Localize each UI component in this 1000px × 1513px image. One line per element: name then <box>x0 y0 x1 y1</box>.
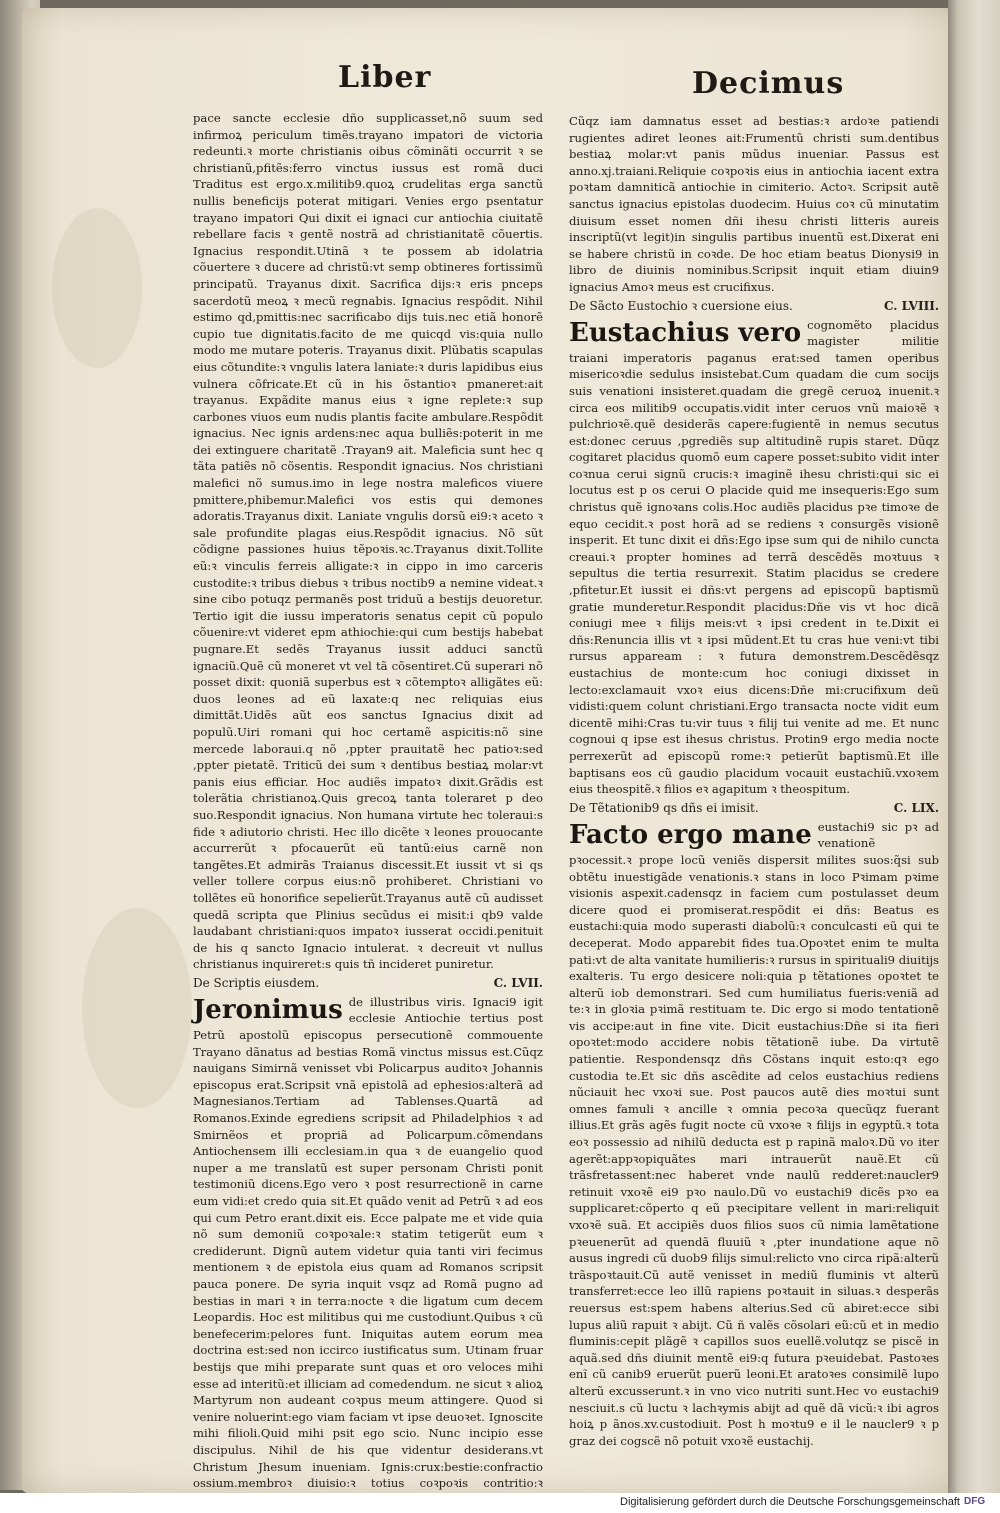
section-heading <box>569 298 939 315</box>
dfg-logo-icon: DFG <box>964 1496 986 1507</box>
paragraph: eustachi9 sic pꝛ ad venationẽ pꝛocessit.ꝛ prope locũ veniẽs dispersit milites suos:q̃si sub obtẽtu inuestigãde venationis.ꝛ stans in loco Pꝛimam pꝛime visionis aspexit.cadensqz in faciem cum postulasset deum dicere quod ei promiserat.respõdit ei dñs: Beatus es eustachi:quia modo superasti diabolũ:ꝛ conculcasti eũ qui te deceperat. Modo apparebit fides tua.Opoꝛtet enim te multa pati:vt de alta vanitate humilieris:ꝛ rursus in spirituali9 diuitijs exalteris. Tu ergo desicere noli:quia p tẽtationes opoꝛtet te alterũ iob demonstrari. Sed cum humiliatus fueris:veniã ad te:ꝛ in gloꝛia pꝛimã restituam te. Dic ergo si modo tentationẽ vis accipe:aut in fine vite. Dicit eustachius:Dñe si ita fieri opoꝛtet:modo accidere nobis tẽtationẽ iube. Da virtutẽ patientie. Respondensqz dñs Cõstans inquit esto:qꝛ ego custodia te.Et sic dñs ascẽdite ad celos eustachius rediens nũciauit hec vxoꝛi sue. Post paucos autẽ dies moꝛtui sunt omnes famuli ꝛ ancille ꝛ omnia pecoꝛa quecũqz fuerant illius.Et grãs agẽs fugit nocte cũ vxoꝛe ꝛ filijs in egyptũ.ꝛ tota eoꝛ possessio ad nihilũ deducta est p rapinã maloꝛ.Dũ vo iter agerẽt:appꝛopiquãtes mari intrauerũt nauẽ.Et cũ trãsfretassent:nec haberet vnde naulũ redderet:naucler9 retinuit vxoꝛẽ ei9 pꝛo naulo.Dũ vo eustachi9 dicẽs pꝛo ea supplicaret:cõperto q eũ pꝛecipitare vellent in mari:reliquit vxoꝛẽ suã. Et accipiẽs duos filios suos cũ nimia lamẽtatione pꝛeuenerũt ad quendã fluuiũ ꝛ ,pter inundatione aque nõ ausus ingredi cũ duob9 filijs simul:relicto vno circa ripã:alterũ trãspoꝛtauit.Cũ autẽ venisset in mediũ fluminis vt alterũ transferret:ecce leo illũ rapiens poꝛtauit in siluas.ꝛ desperãs reuersus est:spem habens alterius.Sed cũ abiret:ecce sibi lupus aliũ rapuit ꝛ abijt. Cũ ñ valẽs cõsolari eũ:cũ et in medio fluminis:cepit plãgẽ ꝛ capillos suos euellẽ.volutqz se piscẽ in aquã.sed dñs diuinit mentẽ ei9:q futura pꝛeuidebat. Pastoꝛes enĩ cũ canib9 eruerũt puerũ leoni.Et aratoꝛes consimilẽ lupo alterũ excusserunt.ꝛ in vno vico nutriti sunt.Hec vo eustachi9 nesciuit.s cũ luctu ꝛ lachꝛymis abijt ad quẽ dã vicũ:ꝛ ibi agros hoiꝝ p ãnos.xv.custodiuit. Post h moꝛtu9 e il le naucler9 ꝛ p graz dei cogscẽ nõ potuit vxoꝛẽ eustachij. <box>569 819 939 1448</box>
chapter-number: C. LIX. <box>893 800 939 815</box>
text-column-left <box>193 110 543 1508</box>
display-initial-word: Facto ergo mane <box>569 819 812 850</box>
funding-credit: Digitalisierung gefördert durch die Deutsche Forschungsgemeinschaft <box>620 1496 960 1508</box>
paragraph: Cũqz iam damnatus esset ad bestias:ꝛ ardoꝛe patiendi rugientes adiret leones ait:Frumentũ christi sum.dentibus bestiaꝝ molar:vt panis mũdus inueniar. Passus est anno.xj.traiani.Reliquie coꝛpoꝛis eius in antiochia iacent extra poꝛtam damniticã antiochie in cimiterio. Actoꝛ. Scripsit autẽ sanctus ignacius epistolas duodecim. Huius coꝛ cũ minutatim diuisum esset nomen dñi ihesu christi litteris aureis inscriptũ(vt legit)in singulis partibus inuentũ est.Dixerat eni se habere christũ in coꝛde. De hoc etiam beatus Dionysi9 in libro de diuinis nominibus.Scripsit inquit etiam diuin9 ignacius Amoꝛ meus est crucifixus. <box>569 114 939 294</box>
paragraph: de illustribus viris. Ignaci9 igit ecclesie Antiochie tertius post Petrũ apostolũ episcopus persecutionẽ commouente Trayano dãnatus ad bestias Romã vinctus missus est.Cũqz nauigans Simirnã venisset vbi Policarpus auditoꝛ Johannis episcopus erat.Scripsit vnã epistolã ad ephesios:alterã ad Magnesianos.Tertiam ad Tablenses.Quartã ad Romanos.Exinde egrediens scripsit ad Philadelphios ꝛ ad Smirnẽos et propriã ad Policarpum.cõmendans Antiochensem illi ecclesiam.in qua ꝛ de euangelio quod nuper a me translatũ est super personam Christi ponit testimoniũ dicens.Ego vero ꝛ post resurrectionẽ in carne eum vidi:et credo quia sit.Et quãdo venit ad Petrũ ꝛ ad eos qui cum Petro erant.dixit eis. Ecce palpate me et vide quia nõ sum demoniũ coꝛpoꝛale:ꝛ statim tetigerũt eum ꝛ crediderunt. Dignũ autem videtur quia tanti viri fecimus mentionem ꝛ de epistola eius quam ad Romanos scripsit pauca ponere. De syria inquit vsqz ad Romã pugno ad bestias in mari ꝛ in terra:nocte ꝛ die ligatum cum decem Leopardis. Hoc est militibus qui me custodiunt.Quibus ꝛ cũ benefecerim:pelores funt. Iniquitas autem eorum mea doctrina est:sed non iccirco iustificatus sum. Utinam fruar bestijs que mihi preparate sunt quas et oro veloces mihi esse ad interitũ:et illiciam ad comedendum. ne sicut ꝛ alioꝝ Martyrum non audeant coꝛpus meum attingere. Quod si venire noluerint:ego viam faciam vt ipse deuoꝛet. Ignoscite mihi filioli.Quid mihi psit ego scio. Nunc incipio esse discipulus. Nihil de his que videntur desiderans.vt Christum Jhesum inueniam. Ignis:crux:bestie:confractio ossium.membroꝛ diuisio:ꝛ totius coꝛpoꝛis contritio:ꝛ <box>193 994 543 1491</box>
paper-stain <box>82 908 192 1108</box>
paper-stain <box>52 208 142 368</box>
digitization-footer <box>0 1493 1000 1513</box>
chapter-number: C. LVIII. <box>883 298 939 313</box>
display-initial-word: Eustachius vero <box>569 317 802 348</box>
heading-title: De Scriptis eiusdem. <box>193 975 320 990</box>
book-gutter <box>948 0 1000 1500</box>
section-heading <box>569 800 939 817</box>
chapter-number: C. LVII. <box>493 975 543 990</box>
heading-title: De Tẽtationib9 qs dñs ei imisit. <box>569 800 759 815</box>
paragraph: cognomẽto placidus magister militie traiani imperatoris paganus erat:sed tamen operibus misericoꝛdie sedulus insistebat.Cum quadam die cum socijs suis venationi insisteret.quadam die gregẽ ceruoꝝ inuenit.ꝛ circa eos militib9 occupatis.vidit inter ceruos vnũ maioꝛẽ ꝛ pulchrioꝛẽ.quẽ desiderãs capere:fugientẽ in nemus secutus est:donec ceruus ,pgrediẽs sup altitudinẽ rupis staret. Dũqz cogitaret placidus quomõ eum capere posset:subito vidit inter coꝛnua cerui signũ crucis:ꝛ imaginẽ ihesu christi:qui sic ei locutus est p os cerui O placide quid me insequeris:Ego sum christus quẽ ignoꝛans colis.Hoc audiẽs placidus pꝛe timoꝛe de equo cecidit.ꝛ post horã ad se rediens ꝛ consurgẽs visionẽ insperit. Et tunc dixit ei dñs:Ego ipse sum qui de nihilo cuncta creaui.ꝛ propter homines ad terrã descẽdẽs moꝛtuus ꝛ sepultus die tertia resurrexit. Statim placidus se credere ,pfitetur.Et iussit ei dñs:vt pergens ad episcopũ baptismũ gratie munderetur.Respondit placidus:Dñe vis vt hoc dicã coniugi mee ꝛ filijs meis:vt ꝛ ipsi credent in te.Dixit ei dñs:Renuncia illis vt ꝛ ipsi mũdent.Et tu cras hue veni:vt tibi rursus appaream : ꝛ futura demonstrem.Descẽdẽsqz eustachius de monte:cum hoc coniugi dixisset in lecto:exclamauit vxoꝛ eius dicens:Dñe mi:crucifixum deũ vidisti:quem colunt christiani.Ergo transacta nocte vidit eum dicentẽ mihi:Cras tu:vir tuus ꝛ filij tui venite ad me. Et nunc cognoui q ipse est ihesus christus. Protin9 ergo media nocte perrexerũt ad episcopũ rome:ꝛ petierũt baptismũ.Et ille baptisans eos cũ gaudio placidum vocauit eustachiũ.vxoꝛem eius theospitẽ.ꝛ filios eꝛ agapitum ꝛ theospitum. <box>569 317 939 797</box>
text-column-right <box>569 113 939 1449</box>
paragraph: pace sancte ecclesie dño supplicasset,nõ suum sed infirmoꝝ periculum timẽs.trayano impatori de victoria redeunti.ꝛ morte christianis oibus cõminãti occurrit ꝛ se christianũ,pfitẽs:ferro vinctus iussus est romã duci Traditus est ergo.x.militib9.quoꝝ crudelitas erga sanctũ nullis beneficijs poterat mitigari. Venies ergo psentatur trayano impatori Qui dixit ei ignaci cur antiochia ciuitatẽ rebellare facis ꝛ gentẽ nostrã ad christianitatẽ cõuertis. Ignacius respondit.Utinã ꝛ te possem ab idolatria cõuertere ꝛ ducere ad christũ:vt semp obtineres fortissimũ principatũ. Trayanus dixit. Sacrifica dijs:ꝛ eris pnceps sacerdotũ meoꝝ ꝛ mecũ regnabis. Ignacius respõdit. Nihil estimo qd,pmittis:nec sacrificabo dijs tuis.nec etiã honorẽ cupio tue dignitatis.facito de me quicqd vis:quia nullo modo me mutare poteris. Trayanus dixit. Plũbatis scapulas eius cõtundite:ꝛ vngulis latera laniate:ꝛ duris lapidibus eius vulnera cõfricate.Et cũ in his õstantioꝛ pmaneret:ait trayanus. Expãdite manus eius ꝛ igne replete:ꝛ sup carbones viuos eum nudis plantis facite ambulare.Respõdit ignacius. Nec ignis ardens:nec aqua bulliẽs:poterit in me dei extinguere charitatẽ .Trayan9 ait. Maleficia sunt hec q tãta patiẽs nõ cõsentis. Respondit ignacius. Nos christiani malefici nõ sumus.imo in lege nostra maleficos viuere pmittere,phibemur.Malefici vos estis qui demones adoratis.Trayanus dixit. Laniate vngulis dorsũ ei9:ꝛ aceto ꝛ sale profundite plagas eius.Respõdit ignacius. Nõ sũt cõdigne passiones huius tẽpoꝛis.ꝛc.Trayanus dixit.Tollite eũ:ꝛ vinculis ferreis alligate:ꝛ in cippo in imo carceris custodite:ꝛ tribus diebus ꝛ tribus noctib9 a nemine videat.ꝛ sine cibo potuqz permanẽs post triduũ a bestijs deuoretur. Tertio igit die iussu imperatoris senatus cepit cũ populo cõuenire:vt videret epm athiochie:qui cum bestijs habebat pugnare.Et sedẽs Trayanus iussit adduci sanctũ ignaciũ.Quẽ cũ moneret vt vel tã cõsentiret.Cũ superari nõ posset dixit: quoniã superbus est ꝛ cõtemptoꝛ alligãtes eũ: duos leones ad eũ laxate:q nec reliquias eius dimittãt.Uidẽs aũt eos sanctus Ignacius dixit ad populũ.Uiri romani qui hoc certamẽ aspicitis:nõ sine mercede laboraui.q nõ ,ppter prauitatẽ hec patioꝛ:sed ,ppter pietatẽ. Triticũ dei sum ꝛ dentibus bestiaꝝ molar:vt panis eius efficiar. Hoc audiẽs impatoꝛ dixit.Grãdis est tolerãtia christianoꝝ.Quis grecoꝝ tanta toleraret p deo suo.Respondit ignacius. Non humana virtute hec toleraui:s fide ꝛ adiutorio christi. Hec illo dicẽte ꝛ leones prouocante accurrerũt ꝛ pfocauerũt eũ tantũ:eius carnẽ non tangẽtes.Et admirãs Traianus discessit.Et iussit vt si qs veller tollere corpus eius:nõ prohiberet. Christiani vo tollẽtes eũ honorifice sepelierũt.Trayanus autẽ cũ audisset quedã scripta que Plinius secũdus ei misit:i qb9 valde laudabant christiani:quos impatoꝛ iusserat occidi.penituit de his q sancto Ignacio intulerat. ꝛ decreuit vt nullus christianus inquireret:s quis tñ incideret puniretur. <box>193 111 543 972</box>
running-head-left: Liber <box>338 60 432 95</box>
display-initial-word: Jeronimus <box>193 994 343 1025</box>
heading-title: De Sãcto Eustochio ꝛ cuersione eius. <box>569 298 793 313</box>
running-head-right: Decimus <box>692 66 845 101</box>
section-heading <box>193 975 543 992</box>
